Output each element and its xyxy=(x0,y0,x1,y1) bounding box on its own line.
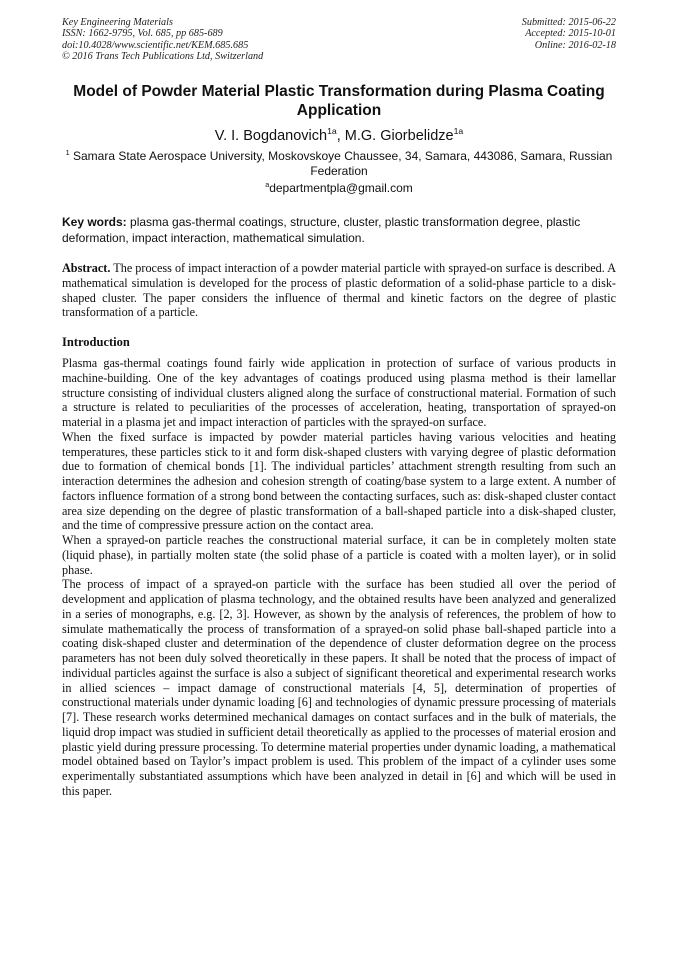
paragraph: Plasma gas-thermal coatings found fairly wide application in protection of surface of various products in machine-building. One of the key advantages of coatings produced using plasma method is their lamellar structure consisting of individual clusters aligned along the surface of constructional material. Formation of such a structure is related to peculiarities of the processes of acceleration, heating, transportation of sprayed-on material in a plasma jet and impact interaction of particles with the sprayed-on surface. xyxy=(62,356,616,429)
doi-line: doi:10.4028/www.scientific.net/KEM.685.685 xyxy=(62,39,249,51)
online-date: Online: 2016-02-18 xyxy=(534,39,616,51)
keywords-text: plasma gas-thermal coatings, structure, cluster, plastic transformation degree, plastic deformation, impact interaction, mathematical simulation. xyxy=(62,215,581,245)
author-affiliation-mark: 1a xyxy=(327,126,337,137)
author-affiliation-mark: 1a xyxy=(453,126,464,137)
copyright-line: © 2016 Trans Tech Publications Ltd, Switzerland xyxy=(62,51,264,63)
introduction-body xyxy=(62,356,616,799)
author-name: V. I. Bogdanovich xyxy=(214,128,328,144)
dates-info xyxy=(522,17,616,51)
submitted-date: Submitted: 2015-06-22 xyxy=(521,17,616,28)
abstract-block xyxy=(62,261,616,320)
affiliation-mark: 1 xyxy=(65,148,70,157)
email-address[interactable]: departmentpla@gmail.com xyxy=(269,181,413,195)
email-mark: a xyxy=(265,180,270,189)
paper-title: Model of Powder Material Plastic Transformation during Plasma Coating Application xyxy=(73,83,605,119)
affiliation-text: Samara State Aerospace University, Moskovskoye Chaussee, 34, Samara, 443086, Samara, Russian Federation xyxy=(72,149,613,178)
paragraph: The process of impact of a sprayed-on particle with the surface has been studied all over the period of development and application of plasma technology, and the obtained results have been analyzed and generalized in a series of monographs, e.g. [2, 3]. However, as shown by the analysis of references, the problem of how to simulate mathematically the process of transformation of a sprayed-on solid phase ball-shaped particle into a coating disk-shaped cluster and determination of the dependence of cluster deformation degree on the process parameters has not been duly solved theoretically in these papers. It shall be noted that the process of impact of individual particles against the surface is also a subject of significant theoretical and experimental research works in allied sciences – impact damage of constructional materials [4, 5], determination of properties of constructional materials under dynamic loading [6] and technologies of dynamic pressure processing of materials [7]. These research works determined mechanical damages on contact surfaces and in the bulk of materials, the liquid drop impact was studied in sufficient detail theoretically as applied to the processes of material erosion and plastic yield during pressure processing. To determine material properties under dynamic loading, a mathematical model obtained based on Taylor’s impact problem is used. This problem of the impact of a cylinder uses some experimentally substantiated assumptions which have been analyzed in detail in [6] and which will be used in this paper. xyxy=(62,577,616,798)
author-list xyxy=(62,127,616,145)
issn-line: ISSN: 1662-9795, Vol. 685, pp 685-689 xyxy=(62,28,223,40)
author-name: M.G. Giorbelidze xyxy=(344,128,454,144)
accepted-date: Accepted: 2015-10-01 xyxy=(525,28,616,40)
keywords-label: Key words: xyxy=(62,215,127,229)
abstract-text: The process of impact interaction of a powder material particle with sprayed-on surface is described. A mathematical simulation is developed for the process of plastic deformation of a solid-phase particle to a disk-shaped cluster. The paper considers the influence of thermal and kinetic factors on the degree of plastic transformation of a particle. xyxy=(62,261,616,320)
abstract-label: Abstract. xyxy=(62,261,111,275)
paragraph: When a sprayed-on particle reaches the constructional material surface, it can be in completely molten state (liquid phase), in partially molten state (the solid phase of a particle is coated with a molten layer), or in solid phase. xyxy=(62,533,616,577)
affiliation xyxy=(62,149,616,179)
paragraph: When the fixed surface is impacted by powder material particles having various velocities and heating temperatures, these particles stick to it and form disk-shaped clusters with varying degree of plastic deformation due to formation of chemical bonds [1]. The individual particles’ attachment strength resulting from such an interaction determines the adhesion and cohesion strength of coating/base system to a large extent. A number of factors influence formation of a strong bond between the contacting surfaces, such as: disk-shaped cluster contact area size depending on the degree of plastic transformation of a ball-shaped particle into a disk-shaped cluster, and the time of compressive pressure action on the contact area. xyxy=(62,429,616,533)
section-heading-introduction: Introduction xyxy=(62,335,130,349)
contact-email xyxy=(62,181,616,196)
journal-name: Key Engineering Materials xyxy=(62,17,173,28)
author-separator: , xyxy=(336,128,345,144)
journal-info xyxy=(62,17,263,63)
keywords-block xyxy=(62,215,616,246)
